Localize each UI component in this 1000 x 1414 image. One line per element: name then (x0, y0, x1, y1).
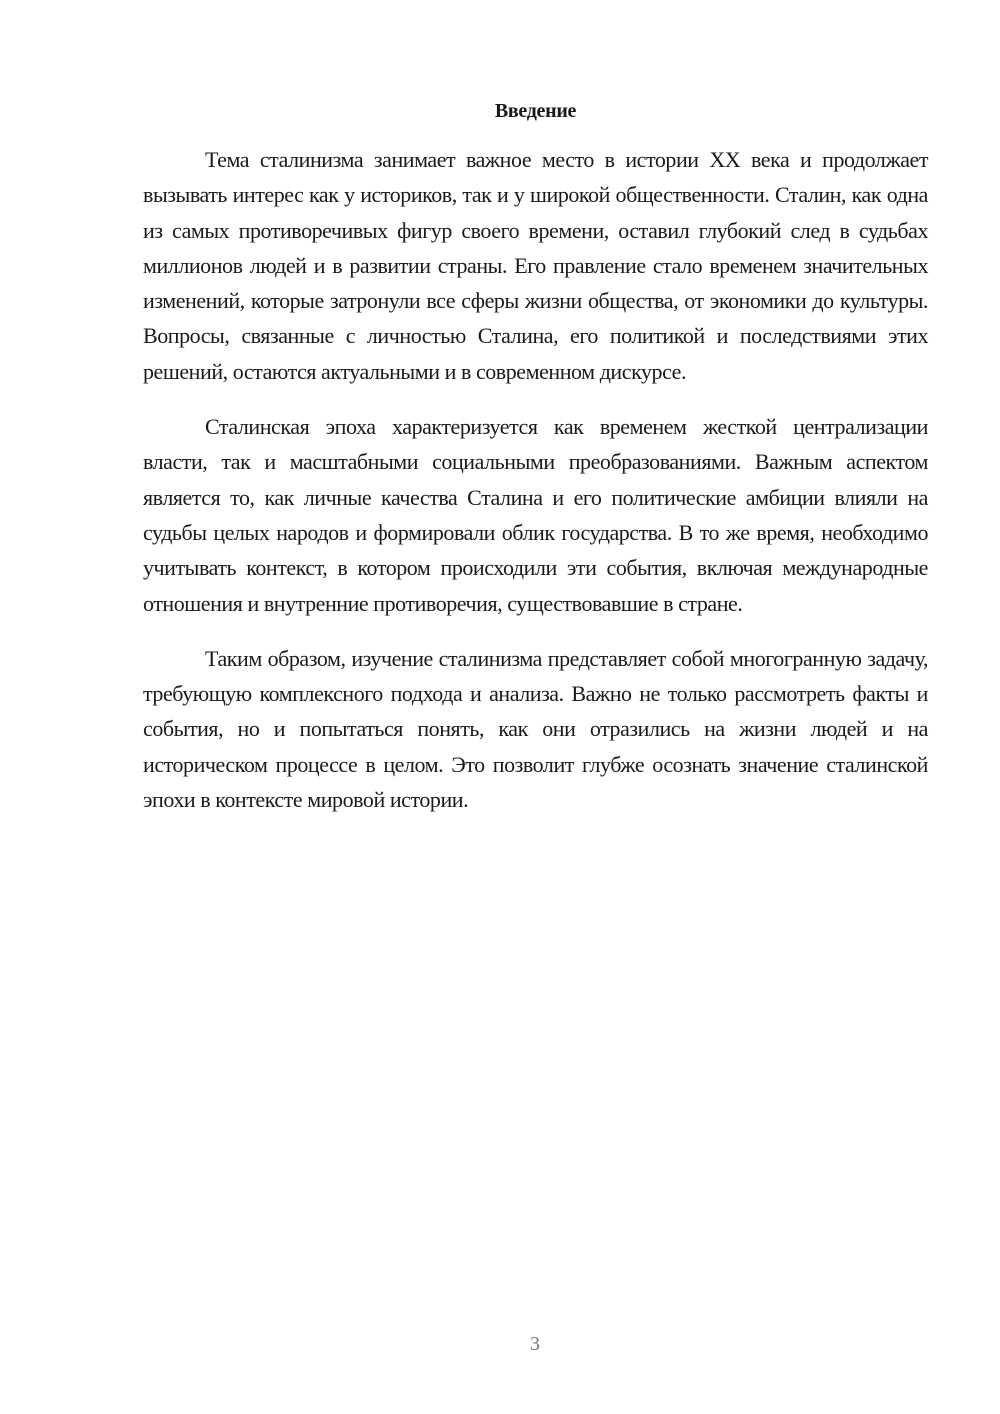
page-number: 3 (530, 1333, 540, 1355)
document-page (143, 96, 928, 837)
paragraph-2: Сталинская эпоха характеризуется как временем жесткой централизации власти, так и масштабными социальными преобразованиями. Важным аспектом является то, как личные качества Сталина и его политические амбиции влияли на судьбы целых народов и формировали облик государства. В то же время, необходимо учитывать контекст, в котором происходили эти события, включая международные отношения и внутренние противоречия, существовавшие в стране. (143, 414, 928, 616)
section-heading: Введение (494, 100, 577, 122)
paragraph-1: Тема сталинизма занимает важное место в истории XX века и продолжает вызывать интерес как у историков, так и у широкой общественности. Сталин, как одна из самых противоречивых фигур своего времени, оставил глубокий след в судьбах миллионов людей и в развитии страны. Его правление стало временем значительных изменений, которые затронули все сферы жизни общества, от экономики до культуры. Вопросы, связанные с личностью Сталина, его политикой и последствиями этих решений, остаются актуальными и в современном дискурсе. (143, 147, 928, 384)
paragraph-3: Таким образом, изучение сталинизма представляет собой многогранную задачу, требующую комплексного подхода и анализа. Важно не только рассмотреть факты и события, но и попытаться понять, как они отразились на жизни людей и на историческом процессе в целом. Это позволит глубже осознать значение сталинской эпохи в контексте мировой истории. (143, 645, 928, 813)
